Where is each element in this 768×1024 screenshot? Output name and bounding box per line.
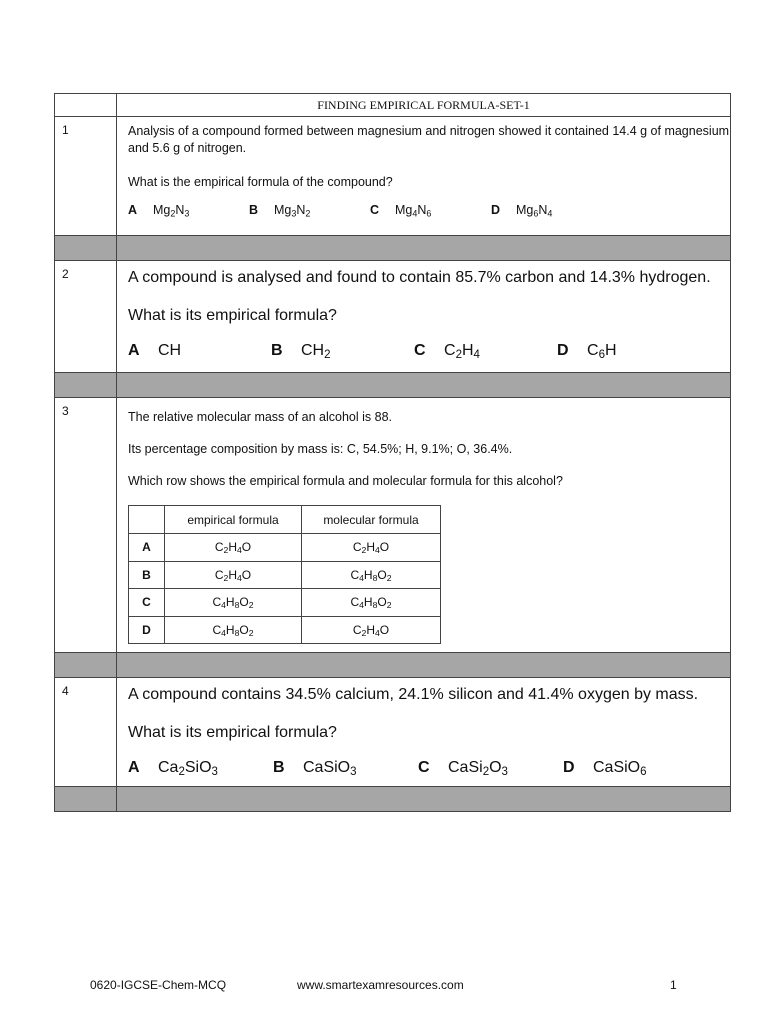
title-row	[55, 94, 731, 117]
question-row	[55, 398, 731, 653]
option-formula: $CaSi_2O_3$	[448, 759, 508, 778]
question-body	[117, 678, 731, 787]
option-formula: $C_2H_4$	[444, 342, 480, 361]
option-formula: $Ca_2SiO_3$	[158, 759, 218, 778]
molecular-formula: $C_4H_8O_2$	[302, 561, 441, 589]
page-number: 1	[670, 978, 677, 992]
question-text: A compound contains 34.5% calcium, 24.1% silicon and 41.4% oxygen by mass.	[128, 686, 699, 703]
question-number: 1	[55, 117, 117, 236]
option-key: D	[491, 203, 501, 217]
option-key: B	[273, 759, 285, 776]
answer-option	[128, 203, 249, 217]
question-text: The relative molecular mass of an alcohol is 88.	[128, 410, 393, 424]
answer-options	[128, 759, 730, 777]
row-key: C	[129, 589, 165, 617]
question-text: A compound is analysed and found to contain 85.7% carbon and 14.3% hydrogen.	[128, 269, 711, 286]
question-prompt: What is the empirical formula of the compound?	[128, 175, 393, 189]
question-body	[117, 261, 731, 373]
option-formula: $Mg_6N_4$	[516, 203, 553, 219]
molecular-formula: $C_2H_4O$	[302, 534, 441, 562]
answer-options	[128, 203, 730, 217]
question-row	[55, 261, 731, 373]
answer-row	[55, 653, 731, 678]
question-prompt: What is its empirical formula?	[128, 307, 337, 324]
question-row	[55, 117, 731, 236]
question-number: 3	[55, 398, 117, 653]
answer-options	[128, 342, 730, 360]
answer-row	[55, 373, 731, 398]
header-cell	[129, 506, 165, 534]
options-table	[128, 505, 441, 644]
option-formula: CH	[158, 342, 182, 359]
question-row	[55, 678, 731, 787]
option-key: C	[418, 759, 430, 776]
question-body	[117, 398, 731, 653]
header-empirical: empirical formula	[165, 506, 302, 534]
option-formula: $CH_2$	[301, 342, 331, 361]
molecular-formula: $C_4H_8O_2$	[302, 589, 441, 617]
option-key: A	[128, 342, 140, 359]
question-prompt: Which row shows the empirical formula and molecular formula for this alcohol?	[128, 474, 563, 488]
question-text: Analysis of a compound formed between magnesium and nitrogen showed it contained 14.4 g of magnesium and 5.6 g of nitrogen.	[128, 124, 730, 155]
answer-option	[273, 759, 418, 777]
row-key: A	[129, 534, 165, 562]
option-key: C	[370, 203, 380, 217]
option-key: B	[249, 203, 259, 217]
footer-code: 0620-IGCSE-Chem-MCQ	[90, 978, 227, 992]
question-composition: Its percentage composition by mass is: C, 54.5%; H, 9.1%; O, 36.4%.	[128, 442, 513, 456]
answer-option	[563, 759, 708, 777]
empirical-formula: $C_2H_4O$	[165, 534, 302, 562]
option-key: D	[557, 342, 569, 359]
footer-website: www.smartexamresources.com	[297, 978, 464, 992]
option-key: D	[563, 759, 575, 776]
option-formula: $Mg_2N_3$	[153, 203, 190, 219]
answer-option	[271, 342, 414, 360]
option-formula: $Mg_3N_2$	[274, 203, 311, 219]
answer-option	[557, 342, 700, 360]
option-formula: $C_6H$	[587, 342, 617, 361]
options-table-header	[129, 506, 441, 534]
question-body	[117, 117, 731, 236]
worksheet-table	[54, 93, 731, 812]
empirical-formula: $C_4H_8O_2$	[165, 589, 302, 617]
worksheet-title: FINDING EMPIRICAL FORMULA-SET-1	[117, 94, 731, 117]
answer-option	[418, 759, 563, 777]
option-key: A	[128, 203, 138, 217]
row-key: B	[129, 561, 165, 589]
empirical-formula: $C_4H_8O_2$	[165, 616, 302, 644]
table-row	[129, 561, 441, 589]
answer-option	[414, 342, 557, 360]
option-key: C	[414, 342, 426, 359]
option-key: A	[128, 759, 140, 776]
empirical-formula: $C_2H_4O$	[165, 561, 302, 589]
option-key: B	[271, 342, 283, 359]
option-formula: CaSiO$_6$	[593, 759, 647, 778]
molecular-formula: $C_2H_4O$	[302, 616, 441, 644]
option-formula: CaSiO$_3$	[303, 759, 357, 778]
question-number: 2	[55, 261, 117, 373]
answer-option	[370, 203, 491, 217]
question-prompt: What is its empirical formula?	[128, 724, 337, 741]
row-key: D	[129, 616, 165, 644]
answer-option	[491, 203, 612, 217]
answer-option	[128, 342, 271, 360]
answer-option	[128, 759, 273, 777]
header-molecular: molecular formula	[302, 506, 441, 534]
question-number: 4	[55, 678, 117, 787]
table-row	[129, 616, 441, 644]
answer-row	[55, 236, 731, 261]
answer-option	[249, 203, 370, 217]
table-row	[129, 589, 441, 617]
table-row	[129, 534, 441, 562]
option-formula: $Mg_4N_6$	[395, 203, 432, 219]
answer-row	[55, 787, 731, 812]
